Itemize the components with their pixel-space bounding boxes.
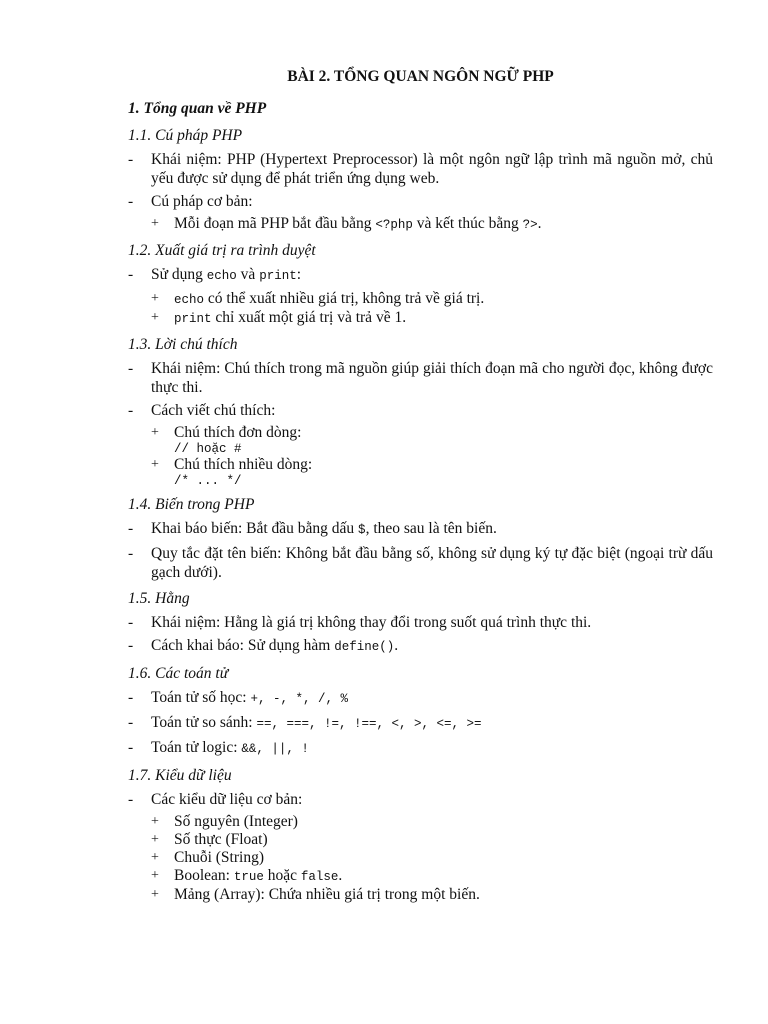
list-item	[128, 265, 713, 286]
dash-marker: -	[128, 151, 134, 168]
sub-list-item	[128, 867, 713, 886]
dash-marker: -	[128, 739, 134, 756]
sub-item-text: .	[537, 215, 542, 232]
plus-marker: +	[151, 310, 159, 325]
dash-marker: -	[128, 714, 134, 731]
list-item	[128, 150, 713, 188]
section-heading: 1. Tổng quan về PHP	[128, 100, 267, 117]
sub-item-text: hoặc	[263, 867, 301, 884]
dash-marker: -	[128, 402, 134, 419]
plus-marker: +	[151, 832, 159, 847]
list-item	[128, 738, 713, 759]
dash-marker: -	[128, 193, 134, 210]
list-item-text: , theo sau là tên biến.	[365, 520, 497, 537]
plus-marker: +	[151, 457, 159, 472]
sub-list-item	[128, 886, 713, 904]
list-item-text: và	[236, 266, 260, 283]
sub-list-item	[128, 456, 713, 488]
dash-marker: -	[128, 360, 134, 377]
subsection-heading-1-1: 1.1. Cú pháp PHP	[128, 127, 243, 144]
code-line: // hoặc #	[174, 442, 242, 456]
dash-marker: -	[128, 791, 134, 808]
list-item-text: Sử dụng	[151, 266, 207, 283]
sub-list-item	[128, 831, 713, 849]
list-item	[128, 192, 713, 211]
list-item	[128, 613, 713, 632]
code-span: false	[300, 870, 339, 884]
dash-marker: -	[128, 637, 134, 654]
list-item	[128, 636, 713, 657]
list-item-text: .	[394, 637, 399, 654]
dash-marker: -	[128, 614, 134, 631]
sub-item-text: chỉ xuất một giá trị và trả về 1.	[211, 309, 407, 326]
list-item-text: Cách khai báo: Sử dụng hàm	[151, 637, 335, 654]
sub-item-text: Số nguyên (Integer)	[174, 813, 298, 830]
subsection-heading-1-5: 1.5. Hằng	[128, 590, 190, 607]
code-span: true	[233, 870, 264, 884]
code-span: <?php	[375, 218, 413, 232]
plus-marker: +	[151, 216, 159, 231]
code-span: print	[259, 269, 297, 283]
plus-marker: +	[151, 291, 159, 306]
list-item-text: Cú pháp cơ bản:	[151, 193, 253, 210]
list-item	[128, 688, 713, 709]
plus-marker: +	[151, 887, 159, 902]
code-span: define()	[334, 640, 395, 654]
subsection-heading-1-3: 1.3. Lời chú thích	[128, 336, 238, 353]
page-title: BÀI 2. TỔNG QUAN NGÔN NGỮ PHP	[287, 68, 554, 85]
sub-list-item	[128, 290, 713, 309]
list-item-text: Khái niệm: Hằng là giá trị không thay đổi trong suốt quá trình thực thi.	[151, 614, 592, 631]
list-item	[128, 790, 713, 809]
code-span: echo	[174, 293, 205, 307]
plus-marker: +	[151, 868, 159, 883]
code-span: ==, ===, !=, !==, <, >, <=, >=	[256, 717, 482, 731]
code-span: echo	[206, 269, 237, 283]
list-item	[128, 544, 713, 582]
subsection-heading-1-4: 1.4. Biến trong PHP	[128, 496, 255, 513]
code-span: print	[174, 312, 212, 326]
dash-marker: -	[128, 689, 134, 706]
list-item-text: :	[296, 266, 302, 283]
sub-item-text: Mảng (Array): Chứa nhiều giá trị trong một biến.	[174, 886, 480, 903]
plus-marker: +	[151, 850, 159, 865]
sub-item-text: có thể xuất nhiều giá trị, không trả về giá trị.	[204, 290, 485, 307]
sub-item-text: Mỗi đoạn mã PHP bắt đầu bằng	[174, 215, 376, 232]
code-span: +, -, *, /, %	[250, 692, 348, 706]
list-item-text: Khái niệm: PHP (Hypertext Preprocessor) là một ngôn ngữ lập trình mã nguồn mở, chủ yếu được sử dụng để phát triển ứng dụng web.	[151, 151, 713, 187]
dash-marker: -	[128, 545, 134, 562]
subsection-heading-1-6: 1.6. Các toán tử	[128, 665, 229, 682]
sub-item-text: và kết thúc bằng	[412, 215, 523, 232]
sub-item-text: Chuỗi (String)	[174, 849, 264, 866]
list-item	[128, 519, 713, 540]
code-line: /* ... */	[174, 474, 242, 488]
code-span: &&, ||, !	[241, 742, 309, 756]
list-item	[128, 713, 713, 734]
list-item	[128, 401, 713, 420]
list-item-text: Các kiểu dữ liệu cơ bản:	[151, 791, 303, 808]
list-item-text: Toán tử so sánh:	[151, 714, 257, 731]
list-item-text: Quy tắc đặt tên biến: Không bắt đầu bằng số, không sử dụng ký tự đặc biệt (ngoại trừ dấu gạch dưới).	[151, 545, 713, 581]
list-item-text: Cách viết chú thích:	[151, 402, 276, 419]
list-item-text: Toán tử số học:	[151, 689, 251, 706]
code-span: ?>	[522, 218, 538, 232]
sub-item-text: Chú thích đơn dòng:	[174, 424, 302, 441]
sub-list-item	[128, 309, 713, 328]
document-body	[128, 66, 713, 904]
sub-item-text: Boolean:	[174, 867, 234, 884]
plus-marker: +	[151, 425, 159, 440]
dash-marker: -	[128, 520, 134, 537]
list-item	[128, 359, 713, 397]
sub-list-item	[128, 424, 713, 456]
sub-list-item	[128, 849, 713, 867]
sub-item-text: Chú thích nhiều dòng:	[174, 456, 313, 473]
list-item-text: Toán tử logic:	[151, 739, 242, 756]
sub-list-item	[128, 813, 713, 831]
list-item-text: Khái niệm: Chú thích trong mã nguồn giúp giải thích đoạn mã cho người đọc, không được thực thi.	[151, 360, 713, 396]
sub-item-text: .	[338, 867, 343, 884]
sub-item-text: Số thực (Float)	[174, 831, 268, 848]
subsection-heading-1-7: 1.7. Kiểu dữ liệu	[128, 767, 232, 784]
dash-marker: -	[128, 266, 134, 283]
list-item-text: Khai báo biến: Bắt đầu bằng dấu	[151, 520, 359, 537]
plus-marker: +	[151, 814, 159, 829]
code-span: $	[358, 523, 366, 537]
subsection-heading-1-2: 1.2. Xuất giá trị ra trình duyệt	[128, 242, 316, 259]
sub-list-item	[128, 215, 713, 234]
